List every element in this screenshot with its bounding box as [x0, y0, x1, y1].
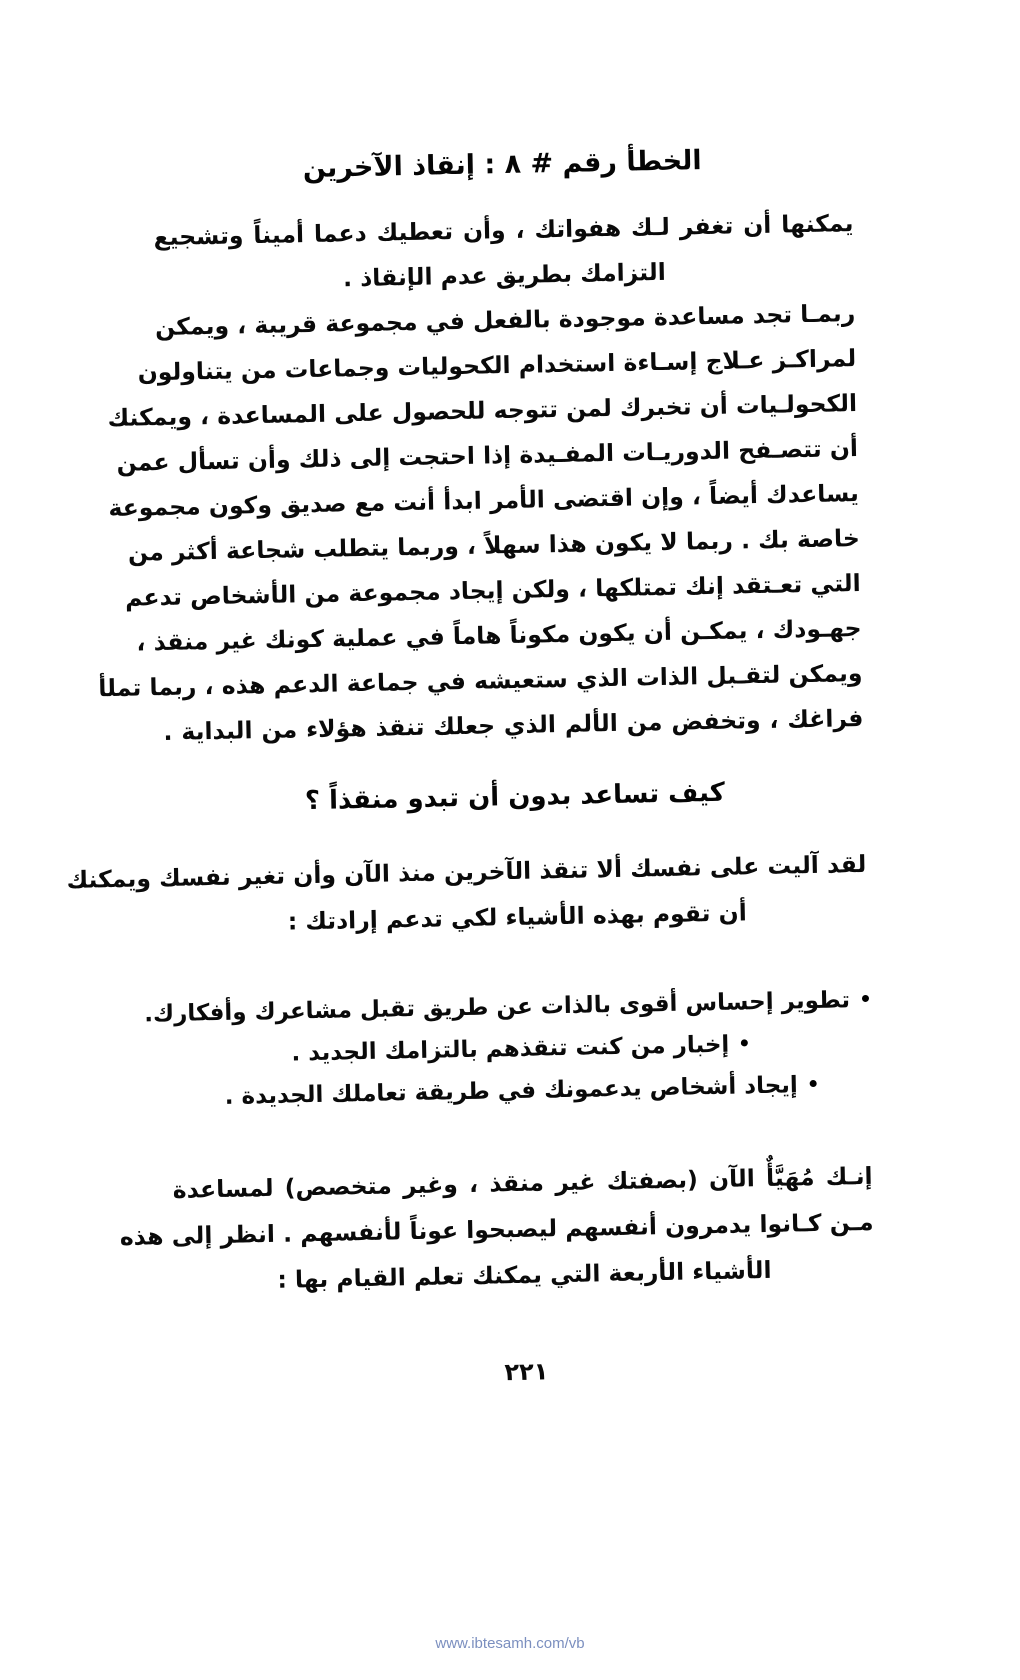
bullet-dot-icon — [741, 1039, 748, 1046]
paragraph-line: يمكنها أن تغفر لـك هفواتك ، وأن تعطيك دعما أميناً وتشجيع — [153, 208, 854, 251]
paragraph-one — [98, 201, 864, 755]
paragraph-line: لقد آليت على نفسك ألا تنقذ الآخرين منذ الآن وأن تغير نفسك ويمكنك — [66, 849, 867, 894]
paragraph-line: فراغك ، وتخفض من الألم الذي جعلك تنقذ هؤلاء من البداية . — [163, 703, 864, 746]
paragraph-line: الأشياء الأربعة التي يمكنك تعلم القيام بها : — [277, 1255, 772, 1294]
paragraph-line: لمراكـز عـلاج إسـاءة استخدام الكحوليات وجماعات من يتناولون — [137, 343, 857, 387]
paragraph-line: خاصة بك . ربما لا يكون هذا سهلاً ، وربما يتطلب شجاعة أكثر من — [127, 523, 861, 567]
section-heading: كيف تساعد بدون أن تبدو منقذاً ؟ — [304, 777, 726, 816]
paragraph-line: ربمـا تجد مساعدة موجودة بالفعل في مجموعة قريبة ، ويمكن — [154, 298, 856, 341]
paragraph-line: يساعدك أيضاً ، وإن اقتضى الأمر ابدأ أنت مع صديق وكون مجموعة — [108, 478, 860, 522]
site-watermark: www.ibtesamh.com/vb — [435, 1635, 585, 1652]
paragraph-line: إنـك مُهَيَّأٌ الآن (بصفتك غير منقذ ، وغير متخصص) لمساعدة — [172, 1161, 873, 1204]
list-item-label: إيجاد أشخاص يدعمونك في طريقة تعاملك الجديدة . — [224, 1072, 799, 1110]
page-number: ٢٢١ — [504, 1357, 549, 1387]
chapter-title: الخطأ رقم # ٨ : إنقاذ الآخرين — [302, 145, 702, 185]
paragraph-line: مـن كـانوا يدمرون أنفسهم ليصبحوا عوناً لأنفسهم . انظر إلى هذه — [119, 1207, 874, 1251]
bullet-list — [144, 979, 871, 1119]
paragraph-line: الكحولـيات أن تخبرك لمن تتوجه للحصول على المساعدة ، ويمكنك — [107, 388, 858, 432]
paragraph-line: ويمكن لتقـبل الذات الذي ستعيشه في جماعة الدعم هذه ، ربما تملأ — [98, 658, 863, 703]
bullet-dot-icon — [810, 1080, 817, 1087]
paragraph-line: جهـودك ، يمكـن أن يكون مكوناً هاماً في عملية كونك غير منقذ ، — [136, 613, 862, 657]
paragraph-line: التزامك بطريق عدم الإنقاذ . — [342, 257, 667, 293]
bullet-dot-icon — [862, 995, 869, 1002]
paragraph-line: أن تتصـفح الدوريـات المفـيدة إذا احتجت إلى ذلك وأن تسأل عمن — [116, 433, 859, 477]
list-item-label: إخبار من كنت تنقذهم بالتزامك الجديد . — [291, 1031, 730, 1067]
paragraph-three — [119, 1153, 875, 1305]
paragraph-line: التي تعـتقد إنك تمتلكها ، ولكن إيجاد مجموعة من الأشخاص تدعم — [124, 568, 861, 612]
paragraph-two — [66, 841, 868, 947]
paragraph-line: أن تقوم بهذه الأشياء لكي تدعم إرادتك : — [287, 898, 748, 936]
list-item-label: تطوير إحساس أقوى بالذات عن طريق تقبل مشاعرك وأفكارك. — [144, 987, 851, 1028]
